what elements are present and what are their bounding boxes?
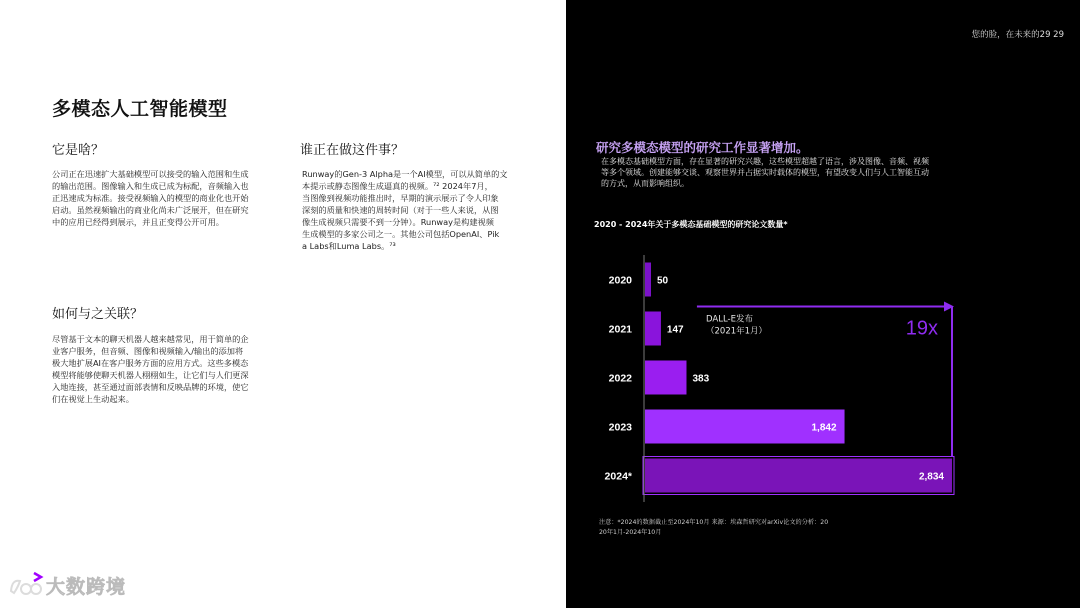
value-label: 1,842 — [811, 422, 837, 434]
category-label: 2020 — [608, 274, 632, 287]
who-body-line: 生成模型的多家公司之一。其他公司包括OpenAI、Pik — [302, 229, 500, 239]
how-body — [52, 333, 284, 405]
value-label: 2,834 — [918, 471, 944, 483]
chart-title: 2020 - 2024年关于多模态基础模型的研究论文数量* — [594, 220, 788, 229]
bar — [645, 263, 651, 297]
what-body-line: 启动。虽然视频输出的商业化尚未广泛展开，但在研究 — [52, 205, 249, 215]
value-label: 50 — [657, 275, 669, 287]
who-body-line: Runway的Gen-3 Alpha是一个AI模型，可以从简单的文 — [302, 169, 508, 179]
annotation-label: （2021年1月） — [706, 326, 768, 337]
what-body — [52, 168, 282, 228]
who-body-line: 像生成视频只需要不到一分钟）。Runway是构建视频 — [302, 217, 494, 227]
how-heading: 如何与之关联？ — [52, 307, 144, 322]
what-body-line: 正迅速成为标准。接受视频输入的模型的商业化也开始 — [52, 193, 249, 203]
who-body — [302, 168, 534, 252]
category-label: 2022 — [608, 372, 632, 385]
source-note — [599, 518, 859, 538]
bar-chart — [566, 0, 1080, 608]
page-number: 您的脸，在未来的29 29 — [971, 30, 1064, 40]
value-label: 147 — [666, 324, 684, 336]
who-body-line: 当图像到视频功能推出时，早期的演示展示了令人印象 — [302, 193, 499, 203]
how-body-line: 入地连接，甚至通过面部表情和反映品牌的环境，使它 — [52, 382, 249, 392]
how-body-line: 业客户服务，但音频、图像和视频输入/输出的添加将 — [52, 346, 244, 356]
research-body-line: 在多模态基础模型方面，存在显著的研究兴趣，这些模型超越了语言，涉及图像、音频、视频 — [601, 157, 929, 166]
logo-text: 大数跨境 — [46, 575, 127, 598]
who-heading: 谁正在做这件事？ — [300, 143, 405, 158]
research-body-line: 的方式，从而影响组织。 — [601, 179, 689, 188]
bar — [645, 361, 686, 395]
what-body-line: 的输出范围。图像输入和生成已成为标配，音频输入也 — [52, 181, 249, 191]
logo-mark-icon — [8, 571, 44, 599]
what-body-line: 中的应用已经得到展示，并且正变得公开可用。 — [52, 217, 224, 227]
who-body-line: 本提示或静态图像生成逼真的视频。⁷² 2024年7月， — [302, 181, 493, 191]
what-heading: 它是啥？ — [52, 143, 105, 158]
category-label: 2021 — [608, 323, 632, 336]
how-body-line: 模型将能够使聊天机器人栩栩如生，让它们与人们更深 — [52, 370, 249, 380]
brand-logo — [8, 570, 126, 600]
source-note-line: 注意：*2024的数据截止至2024年10月 来源：埃森哲研究对arXiv论文的分析：20 — [599, 519, 829, 526]
bar — [645, 312, 661, 346]
category-label: 2023 — [608, 421, 632, 434]
category-label: 2024* — [604, 470, 632, 483]
annotation-label: DALL-E发布 — [706, 314, 753, 325]
how-body-line: 们在视觉上生动起来。 — [52, 394, 134, 404]
bar — [645, 459, 952, 493]
how-body-line: 极大地扩展AI在客户服务方面的应用方式。这些多模态 — [52, 358, 249, 368]
source-note-line: 20年1月-2024年10月 — [599, 529, 662, 536]
research-title: 研究多模态模型的研究工作显著增加。 — [596, 140, 809, 155]
who-body-line: 深刻的质量和快速的周转时间（对于一些人来说，从图 — [302, 205, 499, 215]
multiplier-label: 19x — [905, 317, 938, 340]
right-panel — [566, 0, 1080, 608]
value-label: 383 — [692, 373, 710, 385]
page-title: 多模态人工智能模型 — [52, 98, 228, 120]
what-body-line: 公司正在迅速扩大基础模型可以接受的输入范围和生成 — [52, 169, 249, 179]
how-body-line: 尽管基于文本的聊天机器人越来越常见，用于简单的企 — [52, 334, 249, 344]
research-body-line: 等多个领域。创建能够交谈、观察世界并占据实时载体的模型，有望改变人们与人工智能互动 — [601, 168, 929, 177]
who-body-line: a Labs和Luma Labs。⁷³ — [302, 241, 396, 251]
